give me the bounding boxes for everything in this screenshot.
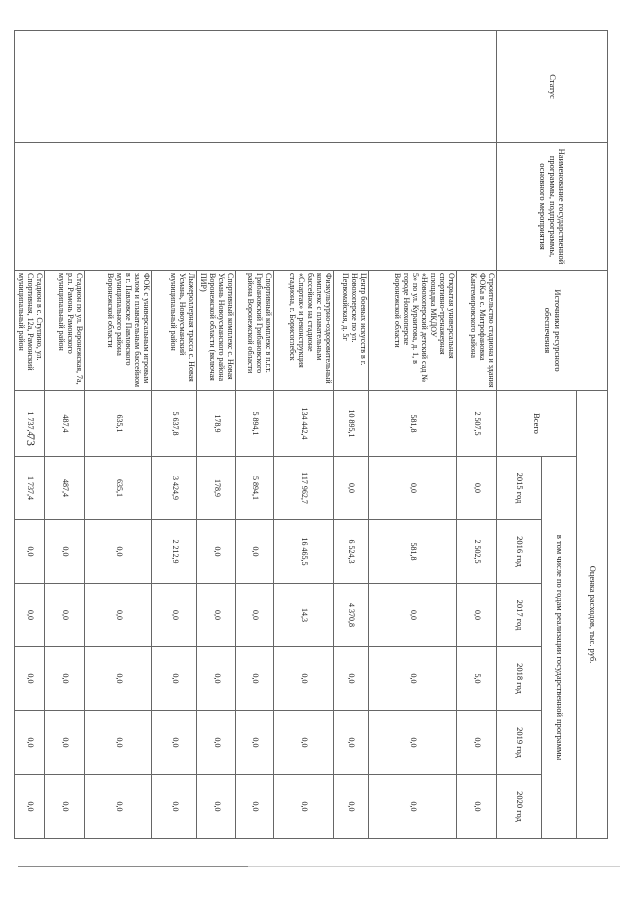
year-value-cell: 0,0 xyxy=(236,520,274,584)
funding-source-cell: Лыжероллерная трасса с. Новая Усмань, Новоусманский муниципальный район xyxy=(152,271,197,391)
header-status: Статус xyxy=(497,31,608,143)
year-value-cell: 0,0 xyxy=(236,647,274,711)
header-year: 2017 год xyxy=(497,584,542,647)
year-value-cell: 0,0 xyxy=(85,775,152,839)
year-value-cell: 0,0 xyxy=(334,711,369,775)
year-value-cell: 0,0 xyxy=(45,520,85,584)
funding-source-cell: Центр боевых искусств в г. Новохоперске по ул. Первомайская, д. 5г xyxy=(334,271,369,391)
year-value-cell: 0,0 xyxy=(457,457,497,520)
year-value-cell: 0,0 xyxy=(152,775,197,839)
header-by-years: в том числе по годам реализации государственной программы xyxy=(542,457,577,839)
year-value-cell: 0,0 xyxy=(274,711,334,775)
year-value-cell: 2 502,5 xyxy=(457,520,497,584)
year-value-cell: 0,0 xyxy=(334,647,369,711)
funding-source-cell: Спортивный комплекс с. Новая Усмань Новоусманского района Воронежской области (включая ПИР) xyxy=(197,271,236,391)
header-year: 2019 год xyxy=(497,711,542,775)
year-value-cell: 0,0 xyxy=(197,584,236,647)
year-value-cell: 0,0 xyxy=(197,647,236,711)
year-value-cell: 0,0 xyxy=(45,584,85,647)
funding-source-cell: Открытая универсальная спортивно-тренажерная площадка МКДОУ «Новохоперский детский сад № 5» по ул. Кураитова, д. 1, в городе Новохоперске Воронежской области xyxy=(369,271,457,391)
program-name-cell xyxy=(15,143,497,271)
year-value-cell: 4 370,8 xyxy=(334,584,369,647)
year-value-cell: 0,0 xyxy=(369,775,457,839)
year-value-cell: 0,0 xyxy=(334,775,369,839)
budget-table-rotated xyxy=(17,30,608,838)
total-cell: 10 895,1 xyxy=(334,391,369,457)
year-value-cell: 0,0 xyxy=(369,584,457,647)
year-value-cell: 0,0 xyxy=(369,457,457,520)
total-cell: 635,1 xyxy=(85,391,152,457)
year-value-cell: 117 962,7 xyxy=(274,457,334,520)
total-cell: 178,9 xyxy=(197,391,236,457)
page-number: 73 xyxy=(24,434,38,446)
year-value-cell: 0,0 xyxy=(152,584,197,647)
year-value-cell: 0,0 xyxy=(197,711,236,775)
header-program-name: Наименование государственной программы, подпрограммы, основного мероприятия xyxy=(497,143,608,271)
header-year: 2020 год xyxy=(497,775,542,839)
year-value-cell: 0,0 xyxy=(85,711,152,775)
budget-table xyxy=(14,30,608,839)
year-value-cell: 0,0 xyxy=(15,520,45,584)
year-value-cell: 0,0 xyxy=(236,775,274,839)
funding-source-cell: Стадион в с. Ступино, ул. Спортивная, 12а, Рамонский муниципальный район xyxy=(15,271,45,391)
funding-source-cell: Строительство стадиона и здания ФОКа в с. Митрофановка Кантемировского района xyxy=(457,271,497,391)
year-value-cell: 0,0 xyxy=(274,775,334,839)
total-cell: 5 637,8 xyxy=(152,391,197,457)
total-cell: 134 442,4 xyxy=(274,391,334,457)
year-value-cell: 0,0 xyxy=(334,457,369,520)
year-value-cell: 14,3 xyxy=(274,584,334,647)
year-value-cell: 1 737,4 xyxy=(15,457,45,520)
year-value-cell: 0,0 xyxy=(197,775,236,839)
year-value-cell: 16 465,5 xyxy=(274,520,334,584)
year-value-cell: 0,0 xyxy=(457,775,497,839)
header-total: Всего xyxy=(497,391,577,457)
total-cell: 5 894,1 xyxy=(236,391,274,457)
year-value-cell: 0,0 xyxy=(15,584,45,647)
table-body xyxy=(15,31,608,839)
funding-source-cell: ФОК с универсальным игровым залом и плавательным бассейном в г. Павловске Павловского муниципального района Воронежской области xyxy=(85,271,152,391)
year-value-cell: 0,0 xyxy=(15,711,45,775)
total-cell: 581,8 xyxy=(369,391,457,457)
year-value-cell: 3 424,9 xyxy=(152,457,197,520)
year-value-cell: 0,0 xyxy=(45,647,85,711)
funding-source-cell: Физкультурно-оздоровительный комплекс с плавательным бассейном на стадионе «Спартак» и реконструкция стадиона, г. Борисоглебск xyxy=(274,271,334,391)
status-cell xyxy=(15,31,497,143)
year-value-cell: 0,0 xyxy=(197,520,236,584)
year-value-cell: 0,0 xyxy=(274,647,334,711)
year-value-cell: 0,0 xyxy=(152,711,197,775)
year-value-cell: 5,0 xyxy=(457,647,497,711)
year-value-cell: 0,0 xyxy=(45,711,85,775)
year-value-cell: 0,0 xyxy=(457,711,497,775)
year-value-cell: 0,0 xyxy=(85,520,152,584)
year-value-cell: 0,0 xyxy=(236,584,274,647)
header-year: 2018 год xyxy=(497,647,542,711)
year-value-cell: 0,0 xyxy=(85,647,152,711)
year-value-cell: 0,0 xyxy=(236,711,274,775)
total-cell: 1 737,4 xyxy=(15,391,45,457)
year-value-cell: 178,9 xyxy=(197,457,236,520)
total-cell: 2 507,5 xyxy=(457,391,497,457)
year-value-cell: 0,0 xyxy=(152,647,197,711)
year-value-cell: 0,0 xyxy=(369,711,457,775)
year-value-cell: 0,0 xyxy=(457,584,497,647)
year-value-cell: 635,1 xyxy=(85,457,152,520)
year-value-cell: 0,0 xyxy=(15,775,45,839)
funding-source-cell: Стадион по ул. Воронежская, 7а, р.п. Рамонь Рамонского муниципальный район xyxy=(45,271,85,391)
header-year: 2016 год xyxy=(497,520,542,584)
year-value-cell: 487,4 xyxy=(45,457,85,520)
header-funding-source: Источники ресурсного обеспечения xyxy=(497,271,608,391)
footer-divider xyxy=(18,866,620,867)
header-estimate: Оценка расходов, тыс. руб. xyxy=(577,391,608,839)
table-row xyxy=(457,31,497,839)
header-year: 2015 год xyxy=(497,457,542,520)
year-value-cell: 2 212,9 xyxy=(152,520,197,584)
year-value-cell: 5 894,1 xyxy=(236,457,274,520)
total-cell: 487,4 xyxy=(45,391,85,457)
year-value-cell: 581,8 xyxy=(369,520,457,584)
year-value-cell: 0,0 xyxy=(369,647,457,711)
year-value-cell: 0,0 xyxy=(85,584,152,647)
year-value-cell: 6 524,3 xyxy=(334,520,369,584)
year-value-cell: 0,0 xyxy=(15,647,45,711)
year-value-cell: 0,0 xyxy=(45,775,85,839)
funding-source-cell: Спортивный комплекс в п.г.т. Грибановский Грибановского района Воронежской области xyxy=(236,271,274,391)
